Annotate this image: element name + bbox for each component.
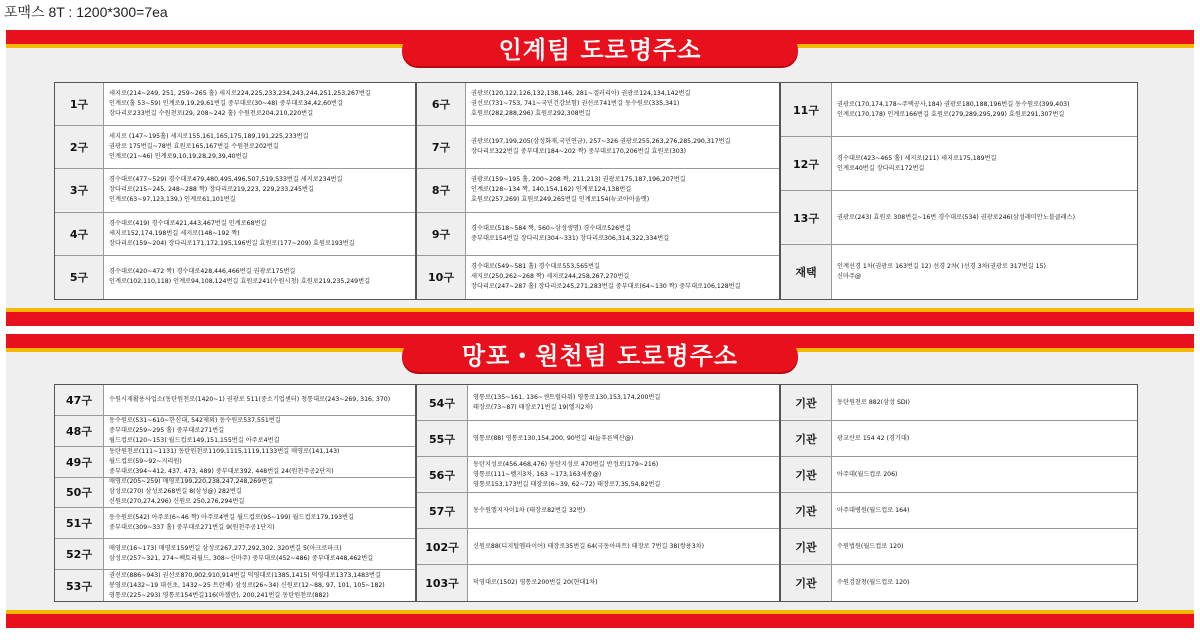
district-row <box>417 493 779 529</box>
team1-panel-3 <box>780 82 1138 300</box>
team2-title: 망포・원천팀 도로명주소 <box>402 340 798 372</box>
address-line: 신원로88(디지털엠파이어) 태장로35번길 64(극동아파트) 태장로 7번길 38(쌍용3차) <box>473 542 705 550</box>
address-line: 권광로(243) 효원로 308번길~16번 경수대로(534) 권광로246(삼성래미안노블클래스) <box>837 213 1076 221</box>
district-row <box>417 565 779 601</box>
address-line: 수원검찰청(월드컵로 120) <box>837 579 910 586</box>
address-line: 수원법원(월드컵로 120) <box>837 542 904 550</box>
address-line: 중부대로(259~295 홀) 중부대로271번길 <box>109 426 225 434</box>
district-label: 7구 <box>417 126 466 168</box>
address-line: 권광로 175번길~78번 효원로165,167번길 수원천로202번길 <box>109 143 279 151</box>
address-line: 장다리로322번길 중부대로(184~202 짝) 중부대로170,206번길 효원로(303) <box>471 148 687 156</box>
district-label: 재택 <box>781 245 832 299</box>
address-line: 중부대로(309~337 홀) 중부대로271번길 9(원천주공1단지) <box>109 524 275 532</box>
district-label: 49구 <box>55 447 104 477</box>
district-addresses <box>471 256 776 299</box>
district-label: 4구 <box>55 213 104 255</box>
district-row <box>55 213 415 256</box>
address-line: 경수대로(419) 경수대로421,443,467번길 인계로68번길 <box>109 219 267 227</box>
team2-panel-2 <box>416 384 780 602</box>
address-line: 수원시재활용사업소(동탄원천로(1420~1) 권광로 511(중소기업센터) 청통대로(243~269, 316, 370) <box>109 395 391 403</box>
address-line: 인계로(102,110,118) 인계로94,108,124번길 효원로241(수원시청) 효원로219,235,249번길 <box>109 278 371 286</box>
address-line: 인계로(21~46) 인계로9,10,19,28,29,39,40번길 <box>109 153 248 161</box>
address-line: 경수대로(423~465 홀) 세지로(211) 세지로175,189번길 <box>837 154 997 162</box>
district-label: 51구 <box>55 508 104 538</box>
district-addresses <box>109 385 412 415</box>
address-line: 태장로(73~87) 태장로71번길 19(엘지2차) <box>473 403 593 411</box>
district-row <box>781 457 1137 493</box>
district-row <box>55 570 415 601</box>
district-row <box>55 478 415 509</box>
district-label: 13구 <box>781 191 832 244</box>
address-line: 경수대로(549~581 홀) 경수대로553,565번길 <box>471 263 600 271</box>
district-addresses <box>109 539 412 569</box>
district-label: 103구 <box>417 565 468 601</box>
district-addresses <box>109 213 412 255</box>
address-line: 권광로(120,122,126,132,138,146, 281~갤러리아) 권광로124,134,142번길 <box>471 90 691 98</box>
address-line: 인계선경 1차(권광로 163번길 12) 선경 2차( )선경 3차(권광로 317번길 15) <box>837 263 1046 270</box>
team2-section <box>6 334 1194 630</box>
team1-red-band-bottom <box>6 312 1194 326</box>
district-addresses <box>473 529 776 564</box>
district-label: 12구 <box>781 137 832 190</box>
district-addresses <box>473 493 776 528</box>
address-line: 신원로(270,274,296) 신원로 250,276,294번길 <box>109 498 245 506</box>
address-line: 인계로(170,178) 인계로166번길 효원로(279,289,295,299) 효원로291,307번길 <box>837 110 1065 118</box>
district-row <box>781 565 1137 601</box>
district-addresses <box>109 126 412 168</box>
district-row <box>417 256 779 299</box>
district-row <box>55 256 415 299</box>
district-addresses <box>471 83 776 125</box>
address-line: 세지로(214~249, 251, 259~265 홀) 세지로224,225,233,234,243,244,251,253,267번길 <box>109 90 371 98</box>
district-row <box>55 126 415 169</box>
address-line: 삼성로(257~321, 274~팩토리월드, 308~신마주) 중부대로(452~486) 중부대로448,462번길 <box>109 555 374 563</box>
address-line: 아주대(월드컵로 206) <box>837 470 898 478</box>
district-label: 3구 <box>55 169 104 211</box>
district-row <box>417 529 779 565</box>
district-label: 56구 <box>417 457 468 492</box>
address-line: 봉영로(1432~19 대선초, 1432~25 트란체) 삼성로(26~34) 신원로(12~88, 97, 101, 105~182) <box>109 581 385 589</box>
district-row <box>781 245 1137 299</box>
address-line: 권선로(731~753, 741~국민건강보험) 권선로741번길 동수원로(335,341) <box>471 100 680 108</box>
district-row <box>55 508 415 539</box>
district-addresses <box>473 421 776 456</box>
district-addresses <box>109 447 412 477</box>
address-line: 영통로(135~161, 136~센트럴타워) 영통로130,153,174,200번길 <box>473 393 661 401</box>
address-line: 인계로(홀 53~59) 인계로9,19,29,61번길 중부대로(30~48) 중부대로34,42,60번길 <box>109 100 343 108</box>
district-label: 9구 <box>417 213 466 255</box>
district-addresses <box>109 508 412 538</box>
address-line: 세지로 (147~195홀) 세지로155,161,165,175,189,191,225,233번길 <box>109 133 309 141</box>
district-row <box>417 126 779 169</box>
team1-title: 인계팀 도로명주소 <box>402 34 798 66</box>
team2-red-band-bottom <box>6 614 1194 628</box>
district-row <box>781 191 1137 245</box>
district-label: 102구 <box>417 529 468 564</box>
address-line: 삼성로(270) 삼성로268번길 8(삼성@) 282번길 <box>109 488 242 496</box>
district-addresses <box>109 416 412 446</box>
district-label: 54구 <box>417 385 468 420</box>
district-label: 50구 <box>55 478 104 508</box>
district-label: 48구 <box>55 416 104 446</box>
district-label: 10구 <box>417 256 466 299</box>
district-addresses <box>837 529 1134 564</box>
address-line: 세지로152,174,198번길 세지로(148~192 짝) <box>109 229 240 237</box>
address-line: 효원로(257,269) 효원로249,265번길 인계로154(뉴코아아울렛) <box>471 196 650 204</box>
address-line: 동수원로(531~610~한신대, 542제외) 동수원로537,551번길 <box>109 416 281 424</box>
district-addresses <box>109 256 412 299</box>
address-line: 영통로(225~293) 영통로154번길116(마젤란), 200,241번길 동탄원천로(882) <box>109 591 329 599</box>
district-label: 2구 <box>55 126 104 168</box>
district-row <box>417 83 779 126</box>
district-row <box>781 83 1137 137</box>
district-row <box>417 169 779 212</box>
district-addresses <box>471 169 776 211</box>
district-addresses <box>837 83 1134 136</box>
district-label: 기관 <box>781 529 832 564</box>
address-line: 세지로(250,262~268 짝) 세지로244,258,267,270번길 <box>471 273 630 281</box>
district-addresses <box>109 478 412 508</box>
address-line: 월드컵로(120~153) 월드컵로149,151,155번길 아주로4번길 <box>109 436 280 444</box>
district-row <box>781 493 1137 529</box>
district-addresses <box>837 245 1134 299</box>
address-line: 영통로153,173번길 태장로(6~39, 62~72) 태장로7,35,54,82번길 <box>473 480 661 488</box>
district-row <box>55 416 415 447</box>
district-row <box>781 137 1137 191</box>
district-label: 6구 <box>417 83 466 125</box>
district-addresses <box>837 493 1134 528</box>
district-label: 53구 <box>55 570 104 601</box>
district-label: 기관 <box>781 421 832 456</box>
address-line: 경수대로(420~472 짝) 경수대로428,446,466번길 권광로175번길 <box>109 268 296 276</box>
team2-panel-3 <box>780 384 1138 602</box>
address-line: 동수원로(542) 아주로(6~46 짝) 아주로4번길 월드컵로(95~199) 월드컵로179,193번길 <box>109 514 354 522</box>
district-row <box>55 385 415 416</box>
district-row <box>417 385 779 421</box>
address-line: 동탄원천로 882(삼성 SDI) <box>837 398 910 406</box>
team1-panel-1 <box>54 82 416 300</box>
district-addresses <box>109 570 412 601</box>
district-addresses <box>109 169 412 211</box>
address-line: 매영로(16~173) 매영로159번길 삼성로267,277,292,302, 320번길 5(아크로파크) <box>109 545 342 553</box>
district-row <box>417 457 779 493</box>
district-addresses <box>473 457 776 492</box>
address-line: 매영로(205~259) 매영로199,220,238,247,248,269번길 <box>109 478 274 486</box>
district-row <box>417 421 779 457</box>
address-line: 장다리로(159~204) 장다리로171,172,195,196번길 효원로(177~209) 효원로193번길 <box>109 239 355 247</box>
district-row <box>55 447 415 478</box>
district-label: 55구 <box>417 421 468 456</box>
header-text: 포맥스 8T : 1200*300=7ea <box>4 4 168 20</box>
district-label: 기관 <box>781 457 832 492</box>
district-label: 기관 <box>781 493 832 528</box>
district-label: 기관 <box>781 565 832 601</box>
team2-panel-1 <box>54 384 416 602</box>
address-line: 동탄지성로(456,468,476) 동탄지성로 470번길 반정로(179~216) <box>473 460 659 468</box>
address-line: 인계로(128~134 짝, 140,154,162) 인계로124,138번길 <box>471 186 632 194</box>
district-addresses <box>837 191 1134 244</box>
district-label: 11구 <box>781 83 832 136</box>
address-line: 권광로(170,174,178~주택공사,184) 권광로180,188,196번길 동수원로(399,403) <box>837 100 1070 108</box>
district-row <box>781 529 1137 565</box>
address-line: 장다리로(247~287 홀) 장다리로245,271,283번길 중부대로(64~130 짝) 중부대로106,128번길 <box>471 283 741 291</box>
district-addresses <box>473 565 776 601</box>
team1-section <box>6 30 1194 326</box>
address-line: 영통로(111~벨지3차, 163 ~173,163세종@) <box>473 470 602 478</box>
district-label: 8구 <box>417 169 466 211</box>
district-label: 47구 <box>55 385 104 415</box>
address-line: 동수원엘지자이1차 (태장로82번길 32번) <box>473 506 586 514</box>
address-line: 장다리로(215~245, 248~288 짝) 장다리로219,223, 229,233,245번길 <box>109 186 314 194</box>
address-line: 아주대병원(월드컵로 164) <box>837 506 910 514</box>
address-line: 장다리로233번길 수원천로(29, 208~242 홀) 수원천로204,210,220번길 <box>109 110 314 118</box>
district-addresses <box>837 137 1134 190</box>
address-line: 권광로(159~195 홀, 200~208 짝, 211,213) 권광로175,187,196,207번길 <box>471 176 686 184</box>
address-line: 중부대로(394~412, 437, 473, 489) 중부대로392, 448번길 24(원천주공2단지) <box>109 467 334 475</box>
district-addresses <box>471 213 776 255</box>
district-row <box>417 213 779 256</box>
district-row <box>55 539 415 570</box>
team1-panel-2 <box>416 82 780 300</box>
district-addresses <box>837 385 1134 420</box>
district-addresses <box>109 83 412 125</box>
district-addresses <box>471 126 776 168</box>
address-line: 신마주@ <box>837 273 862 280</box>
address-line: 동탄원천로(111~1131) 동탄원천로1109,1115,1119,1133번길 매영로(141,143) <box>109 447 340 455</box>
district-label: 57구 <box>417 493 468 528</box>
address-line: 권선로(886~943) 권선로870,902,910,914번길 덕영대로(1385,1415) 덕영대로1373,1483번길 <box>109 571 382 579</box>
district-row <box>781 421 1137 457</box>
district-row <box>781 385 1137 421</box>
address-line: 영통로(88) 영통로130,154,200, 90번길 4(늘푸른벽산@) <box>473 434 634 442</box>
district-addresses <box>837 565 1134 601</box>
district-label: 52구 <box>55 539 104 569</box>
address-line: 월드컵로(59~92~지리원) <box>109 457 182 465</box>
address-line: 인계로(63~97,123,139,) 인계로61,101번길 <box>109 196 236 204</box>
district-addresses <box>837 457 1134 492</box>
district-label: 1구 <box>55 83 104 125</box>
address-line: 효원로(282,288,296) 효원로292,308번길 <box>471 110 591 118</box>
district-row <box>55 169 415 212</box>
district-label: 기관 <box>781 385 832 420</box>
district-addresses <box>837 421 1134 456</box>
district-row <box>55 83 415 126</box>
address-line: 경수대로(477~529) 경수대로479,480,495,496,507,519,533번길 세지로234번길 <box>109 176 343 184</box>
address-line: 인계로40번길 장다리로172번길 <box>837 164 925 172</box>
district-label: 5구 <box>55 256 104 299</box>
address-line: 경수대로(518~584 짝, 560~삼성생명) 경수대로526번길 <box>471 224 631 232</box>
address-line: 권광로(197,199,205(삼성화재,국민연금), 257~326 권광로255,263,276,285,290,317번길 <box>471 138 731 146</box>
address-line: 광교산로 154 42 (경기대) <box>837 434 910 442</box>
district-addresses <box>473 385 776 420</box>
address-line: 중부대로154번길 장다리로(304~331) 장다리로306,314,322,334번길 <box>471 234 670 242</box>
address-line: 덕영대로(1502) 영통로200번길 20(현대1차) <box>473 579 598 586</box>
